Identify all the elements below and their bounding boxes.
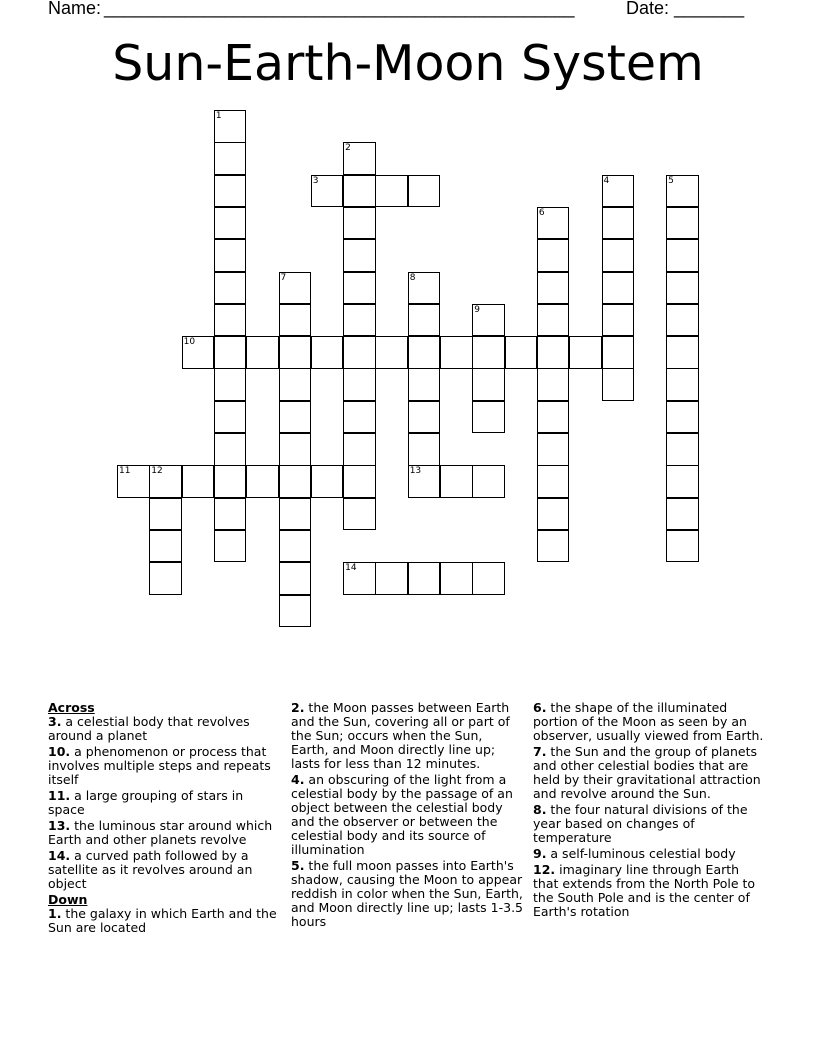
grid-cell[interactable] [408,401,441,434]
grid-cell[interactable] [666,498,699,531]
down-clue [533,803,767,845]
clue-text: a self-luminous celestial body [546,846,736,861]
grid-cell[interactable] [440,336,473,369]
clue-num: 5. [291,858,305,873]
grid-cell[interactable] [602,304,635,337]
grid-cell[interactable] [343,207,376,240]
grid-cell[interactable] [472,562,505,595]
grid-cell[interactable] [279,595,312,628]
grid-cell[interactable] [602,336,635,369]
grid-cell[interactable] [214,433,247,466]
down-clue [533,701,767,743]
grid-cell[interactable] [214,530,247,563]
across-clue [48,849,280,891]
grid-cell[interactable] [440,562,473,595]
grid-cell[interactable] [149,562,182,595]
grid-cell[interactable] [666,530,699,563]
clue-num: 3. [48,714,62,729]
grid-cell[interactable] [408,336,441,369]
down-clue [533,863,767,919]
grid-cell[interactable] [246,465,279,498]
clue-number: 6 [538,207,545,218]
clue-number: 4 [603,175,610,186]
name-line[interactable]: _______________________________________________ [104,0,575,18]
across-clue-list [48,715,280,891]
clue-num: 6. [533,700,547,715]
down-clue [291,859,523,929]
clue-text: a celestial body that revolves around a planet [48,714,250,743]
date-label: Date: [626,0,670,18]
clue-text: an obscuring of the light from a celestial body by the passage of an object between the celestial body and the observer or between the celestial body and its source of illumination [291,772,513,857]
grid-cell[interactable] [472,401,505,434]
grid-cell[interactable] [408,433,441,466]
clue-num: 1. [48,906,62,921]
grid-cell[interactable] [666,368,699,401]
grid-cell[interactable] [343,368,376,401]
clue-text: imaginary line through Earth that extends from the North Pole to the South Pole and is the center of Earth's rotation [533,862,756,919]
grid-cell[interactable] [602,368,635,401]
grid-cell[interactable] [279,562,312,595]
clue-num: 11. [48,788,71,803]
grid-cell[interactable] [537,498,570,531]
grid-cell[interactable] [408,562,441,595]
clue-number: 1 [215,111,222,121]
down-clue [291,773,523,857]
grid-cell[interactable] [246,336,279,369]
grid-cell[interactable] [666,207,699,240]
clue-num: 13. [48,818,71,833]
grid-cell[interactable] [472,465,505,498]
grid-cell[interactable] [602,239,635,272]
grid-cell[interactable] [666,336,699,369]
grid-cell[interactable] [214,175,247,208]
grid-cell[interactable] [343,465,376,498]
clue-text: the shape of the illuminated portion of the Moon as seen by an observer, usually viewed from Earth. [533,700,764,743]
clue-num: 2. [291,700,305,715]
clue-number: 10 [183,337,196,348]
grid-cell[interactable] [214,336,247,369]
grid-cell[interactable] [666,239,699,272]
clue-number: 12 [151,466,163,477]
grid-cell[interactable] [279,368,312,401]
clue-num: 12. [533,862,556,877]
grid-cell[interactable] [666,433,699,466]
clue-number: 5 [668,175,674,186]
grid-cell[interactable] [537,530,570,563]
clue-number: 11 [119,466,131,477]
grid-cell[interactable] [537,272,570,305]
across-heading: Across [48,700,95,715]
grid-cell[interactable] [214,368,247,401]
grid-cell[interactable] [343,175,376,208]
clue-number: 2 [345,143,351,154]
date-line[interactable]: _______ [674,0,745,18]
grid-cell[interactable] [279,304,312,337]
down-clue-list [291,701,523,929]
grid-cell[interactable] [602,272,635,305]
grid-cell[interactable] [666,272,699,305]
clue-num: 4. [291,772,305,787]
clue-number: 14 [345,563,357,574]
grid-cell[interactable] [666,465,699,498]
grid-cell[interactable] [440,465,473,498]
clue-number: 7 [280,272,287,283]
down-heading: Down [48,892,88,907]
down-clue [291,701,523,771]
grid-cell[interactable] [343,272,376,305]
grid-cell[interactable] [214,272,247,305]
grid-cell[interactable] [214,465,247,498]
across-clue [48,715,280,743]
grid-cell[interactable] [537,465,570,498]
clue-text: the Sun and the group of planets and other celestial bodies that are held by their gravitational attraction and revolve around the Sun. [533,744,761,801]
grid-cell[interactable] [214,239,247,272]
grid-cell[interactable] [214,401,247,434]
grid-cell[interactable] [343,498,376,531]
grid-cell[interactable] [537,336,570,369]
grid-cell[interactable] [537,401,570,434]
clue-number: 3 [312,175,319,186]
grid-cell[interactable] [311,465,344,498]
grid-cell[interactable] [602,207,635,240]
grid-cell[interactable] [343,304,376,337]
clue-text: a curved path followed by a satellite as it revolves around an object [48,848,253,891]
grid-cell[interactable] [214,304,247,337]
grid-cell[interactable] [408,304,441,337]
grid-cell[interactable] [472,336,505,369]
grid-cell[interactable] [537,368,570,401]
grid-cell[interactable] [505,336,538,369]
grid-cell[interactable] [279,465,312,498]
page-title: Sun-Earth-Moon System [112,35,704,92]
clue-text: the galaxy in which Earth and the Sun are located [48,906,277,935]
clue-number: 8 [409,272,416,283]
clue-num: 9. [533,846,547,861]
down-clue [533,847,767,861]
clue-text: the Moon passes between Earth and the Sun, covering all or part of the Sun; occurs when the Sun, Earth, and Moon directly line up; lasts for less than 12 minutes. [291,700,510,771]
grid-cell[interactable] [537,304,570,337]
grid-cell[interactable] [472,368,505,401]
clues-column-2 [291,701,523,931]
grid-cell[interactable] [149,498,182,531]
clue-number: 13 [409,466,422,477]
grid-cell[interactable] [214,498,247,531]
down-clue-list [533,701,767,919]
grid-cell[interactable] [666,401,699,434]
clue-num: 8. [533,802,547,817]
across-clue [48,745,280,787]
grid-cell[interactable] [408,368,441,401]
clues-column-3 [533,701,767,921]
grid-cell[interactable] [375,562,408,595]
grid-cell[interactable] [343,401,376,434]
down-clue [533,745,767,801]
clue-num: 14. [48,848,71,863]
grid-cell[interactable] [279,530,312,563]
clue-text: a large grouping of stars in space [48,788,244,817]
clues-column-1 [48,701,280,937]
grid-cell[interactable] [537,433,570,466]
grid-cell[interactable] [666,304,699,337]
grid-cell[interactable] [279,401,312,434]
grid-cell[interactable] [214,142,247,175]
grid-cell[interactable] [343,239,376,272]
grid-cell[interactable] [537,239,570,272]
clue-num: 7. [533,744,547,759]
across-clue [48,819,280,847]
clue-text: a phenomenon or process that involves multiple steps and repeats itself [48,744,271,787]
grid-cell[interactable] [182,465,215,498]
grid-cell[interactable] [569,336,602,369]
grid-cell[interactable] [279,433,312,466]
across-clue [48,789,280,817]
down-clue [48,907,280,935]
clue-num: 10. [48,744,71,759]
grid-cell[interactable] [343,433,376,466]
grid-cell[interactable] [375,336,408,369]
grid-cell[interactable] [279,336,312,369]
grid-cell[interactable] [343,336,376,369]
grid-cell[interactable] [375,175,408,208]
clue-number: 9 [474,304,481,315]
grid-cell[interactable] [311,336,344,369]
clue-text: the four natural divisions of the year based on changes of temperature [533,802,748,845]
name-label: Name: [48,0,102,18]
grid-cell[interactable] [279,498,312,531]
clue-text: the luminous star around which Earth and other planets revolve [48,818,273,847]
grid-cell[interactable] [408,175,441,208]
clue-text: the full moon passes into Earth's shadow, causing the Moon to appear reddish in color when the Sun, Earth, and Moon directly line up; lasts 1-3.5 hours [291,858,523,929]
grid-cell[interactable] [149,530,182,563]
grid-cell[interactable] [214,207,247,240]
down-clue-list [48,907,280,935]
